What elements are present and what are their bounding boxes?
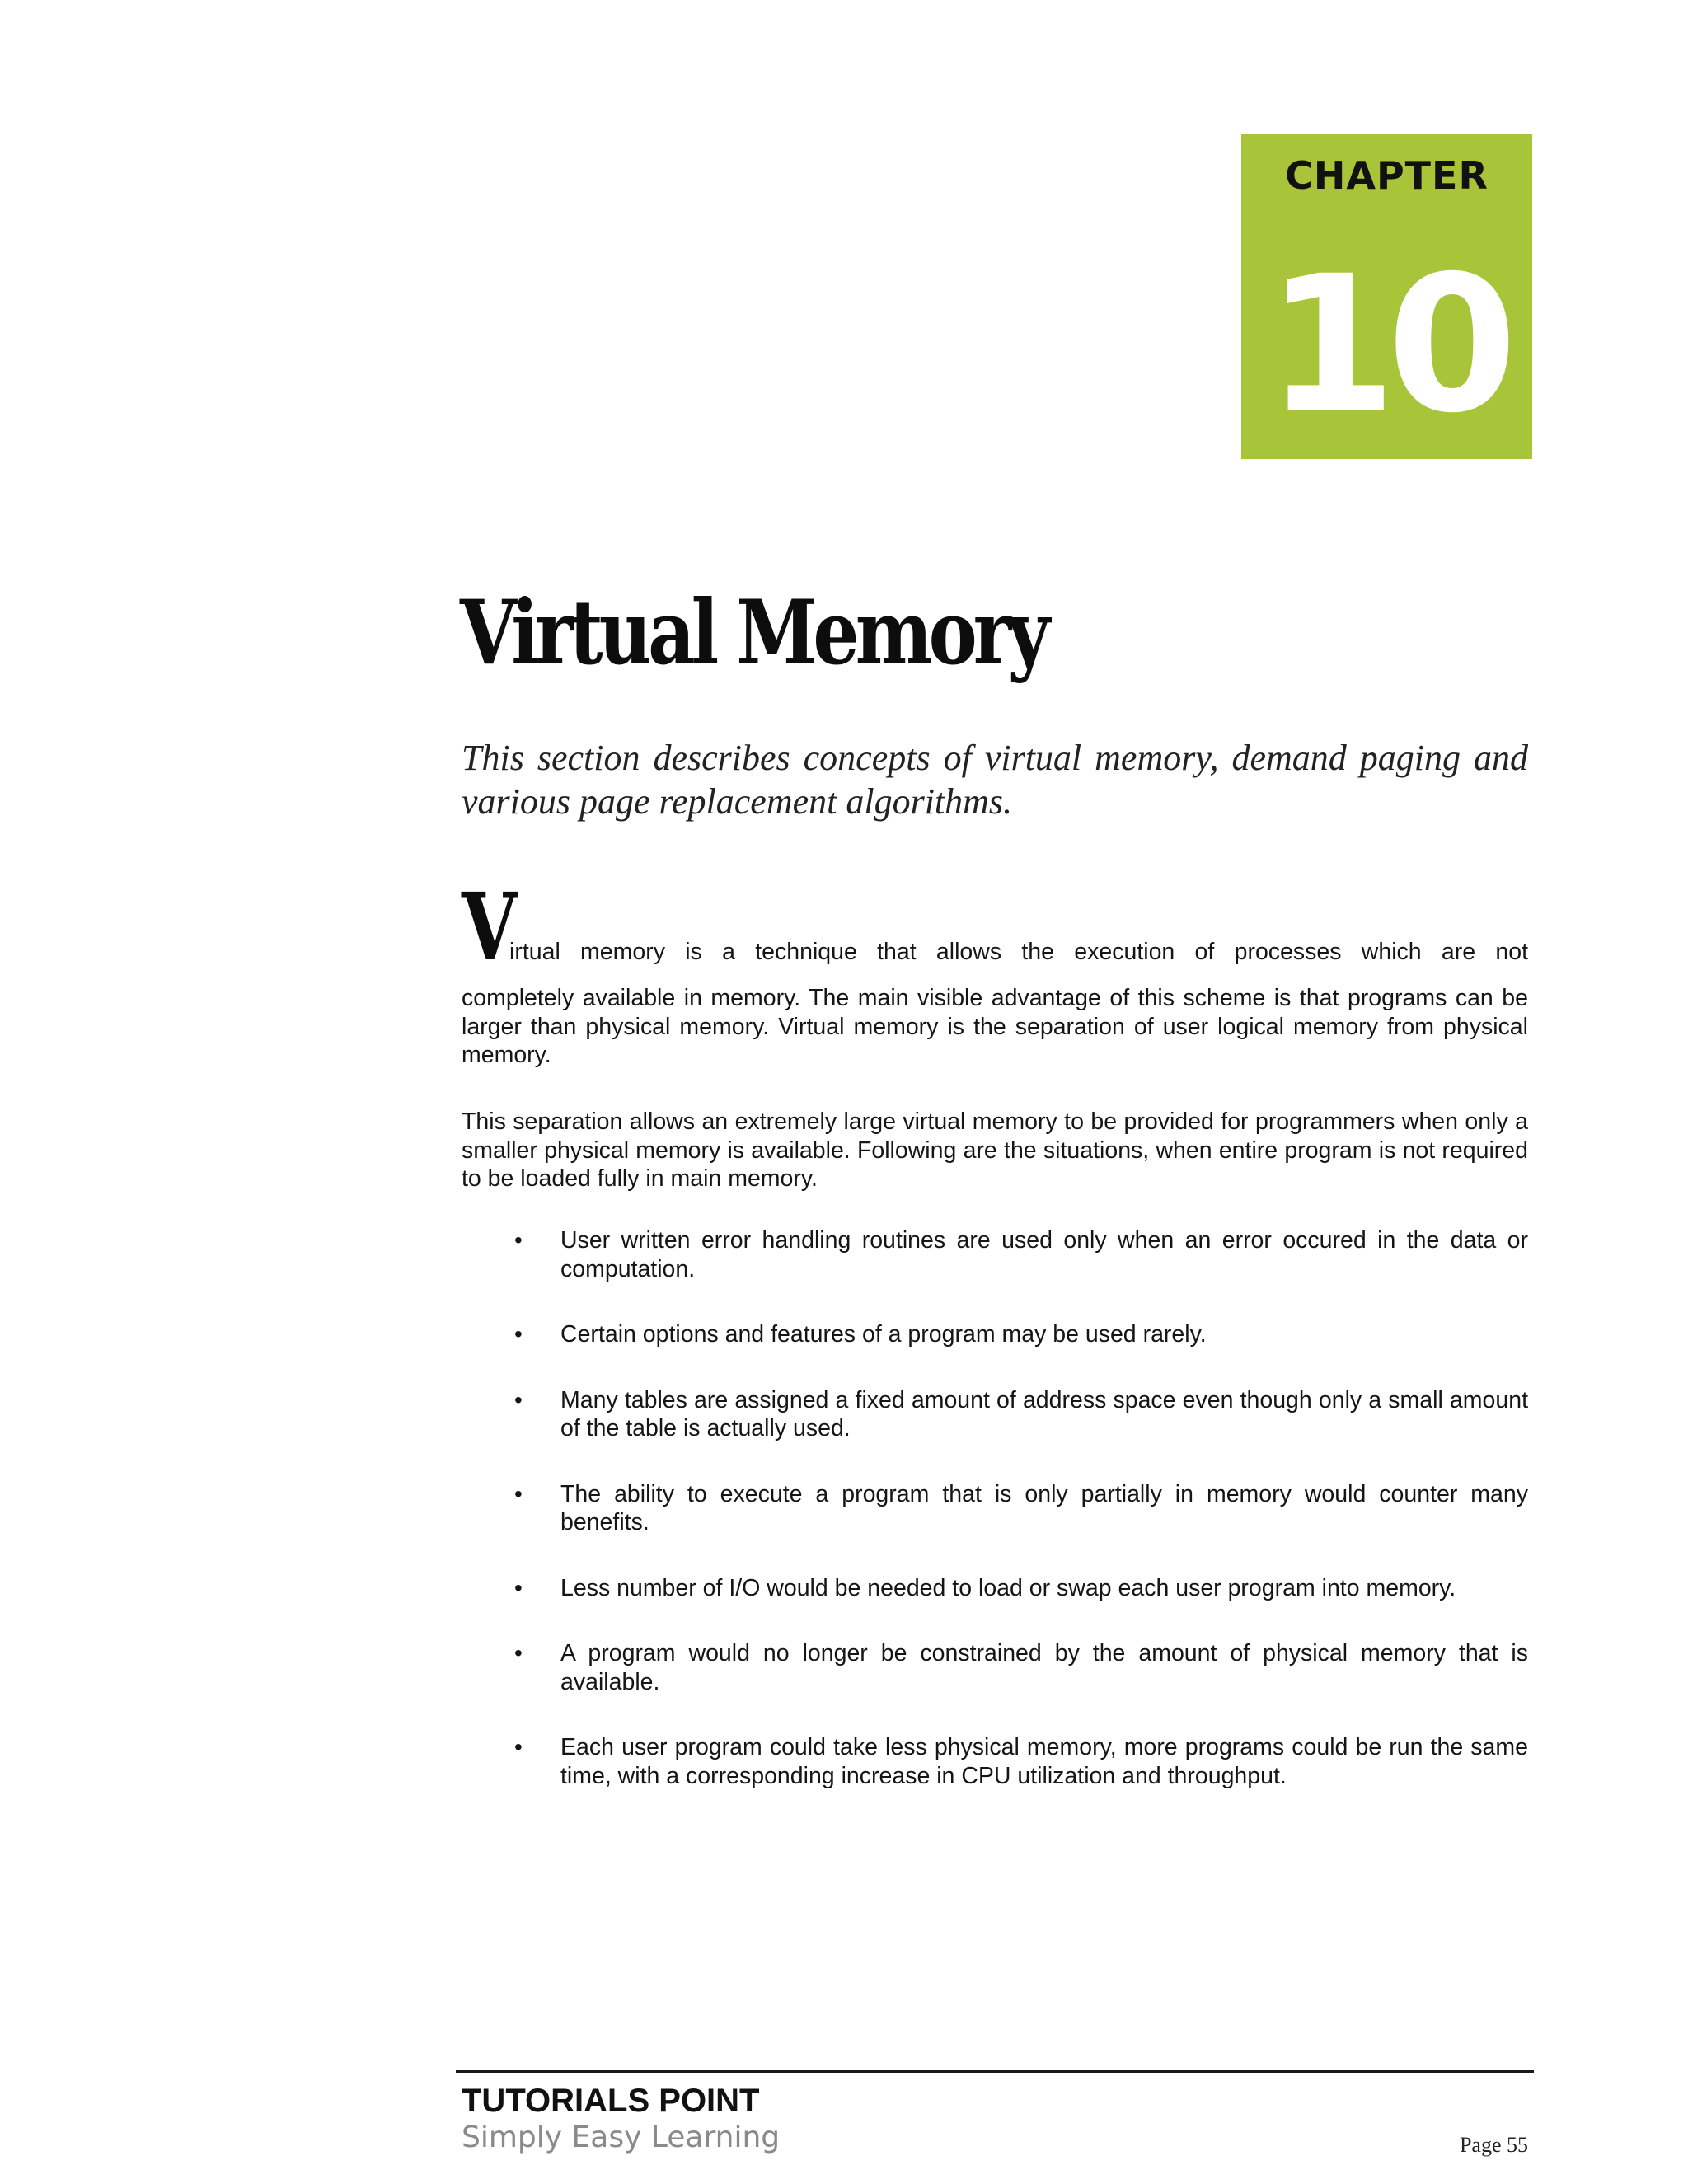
list-item-text: Certain options and features of a program may be used rarely. [560, 1321, 1207, 1347]
drop-cap: V [462, 874, 518, 982]
bullet-icon: • [514, 1734, 523, 1760]
situations-list [462, 1226, 1528, 1827]
list-item [462, 1320, 1528, 1349]
list-item-text: Each user program could take less physical memory, more programs could be run the same time, with a corresponding increase in CPU utilization and throughput. [560, 1734, 1528, 1789]
list-item-text: User written error handling routines are used only when an error occured in the data or computation. [560, 1227, 1528, 1282]
footer-divider [456, 2070, 1534, 2073]
chapter-number: 10 [1265, 235, 1508, 454]
list-item [462, 1733, 1528, 1790]
footer-tagline: Simply Easy Learning [462, 2121, 781, 2154]
bullet-icon: • [514, 1386, 523, 1413]
footer-brand: TUTORIALS POINT [462, 2083, 760, 2119]
paragraph-2: This separation allows an extremely large virtual memory to be provided for programmers when only a smaller physical memory is available. Following are the situations, when entire program is not required to be loaded fully in main memory. [462, 1108, 1528, 1192]
list-item-text: Many tables are assigned a fixed amount of address space even though only a small amount of the table is actually used. [560, 1386, 1528, 1441]
paragraph-1-body: completely available in memory. The main visible advantage of this scheme is that programs can be larger than physical memory. Virtual memory is the separation of user logical memory from physical memory. [462, 985, 1528, 1068]
list-item [462, 1226, 1528, 1283]
bullet-icon: • [514, 1574, 523, 1601]
list-item-text: Less number of I/O would be needed to load or swap each user program into memory. [560, 1574, 1456, 1601]
list-item-text: A program would no longer be constrained by the amount of physical memory that is available. [560, 1640, 1528, 1695]
list-item [462, 1639, 1528, 1696]
paragraph-1-first-line: irtual memory is a technique that allows the execution of processes which are not [509, 939, 1528, 965]
paragraph-1-opening [462, 874, 1528, 982]
list-item-text: The ability to execute a program that is only partially in memory would counter many benefits. [560, 1480, 1528, 1535]
chapter-label: CHAPTER [1285, 153, 1489, 198]
page-number: Page 55 [1459, 2133, 1528, 2157]
chapter-badge [1241, 134, 1532, 459]
bullet-icon: • [514, 1480, 523, 1507]
page-title: Virtual Memory [460, 581, 1047, 685]
bullet-icon: • [514, 1227, 523, 1253]
list-item [462, 1386, 1528, 1443]
chapter-intro: This section describes concepts of virtual memory, demand paging and various page replacement algorithms. [462, 738, 1528, 822]
bullet-icon: • [514, 1640, 523, 1666]
bullet-icon: • [514, 1321, 523, 1347]
list-item [462, 1480, 1528, 1537]
list-item [462, 1574, 1528, 1603]
